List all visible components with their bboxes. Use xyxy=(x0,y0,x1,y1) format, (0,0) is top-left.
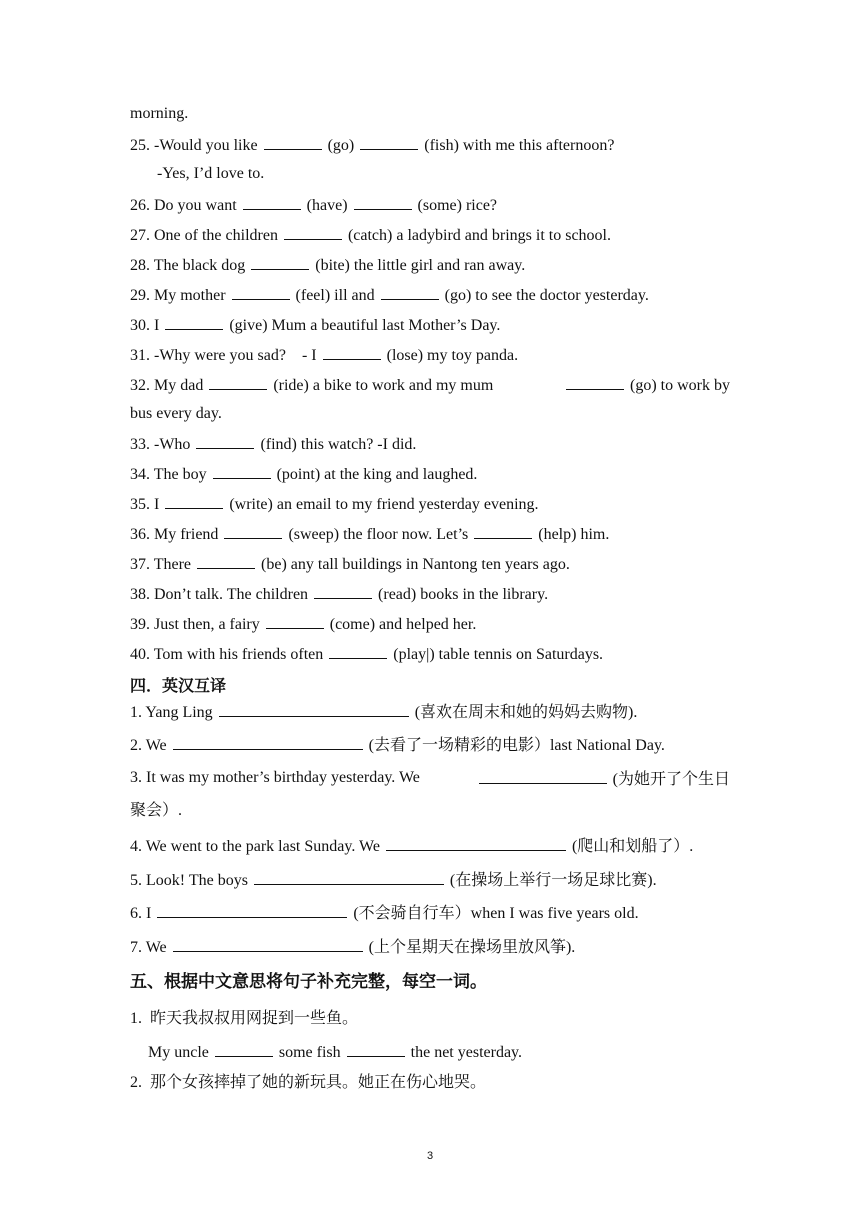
question-27: 27. One of the children (catch) a ladybird and brings it to school. xyxy=(130,224,611,246)
translate-1: 1. Yang Ling (喜欢在周末和她的妈妈去购物). xyxy=(130,701,637,723)
question-36: 36. My friend (sweep) the floor now. Let’s (help) him. xyxy=(130,523,609,545)
answer-blank[interactable] xyxy=(197,553,255,569)
translate-3: 3. It was my mother’s birthday yesterday. We (为她开了个生日 xyxy=(130,769,730,788)
question-38: 38. Don’t talk. The children (read) books in the library. xyxy=(130,583,548,605)
answer-blank[interactable] xyxy=(314,583,372,599)
question-33: 33. -Who (find) this watch? -I did. xyxy=(130,433,416,455)
page-number: 3 xyxy=(426,1150,434,1162)
answer-blank[interactable] xyxy=(323,344,381,360)
question-34: 34. The boy (point) at the king and laughed. xyxy=(130,463,477,485)
answer-blank[interactable] xyxy=(219,701,409,717)
answer-blank[interactable] xyxy=(215,1041,273,1057)
question-32: 32. My dad (ride) a bike to work and my mum (go) to work by xyxy=(130,374,730,396)
answer-blank[interactable] xyxy=(173,936,363,952)
line-morning: morning. xyxy=(130,105,189,122)
answer-blank[interactable] xyxy=(213,463,271,479)
answer-blank[interactable] xyxy=(479,768,607,784)
translate-2: 2. We (去看了一场精彩的电影）last National Day. xyxy=(130,734,665,756)
answer-blank[interactable] xyxy=(251,254,309,270)
answer-blank[interactable] xyxy=(209,374,267,390)
question-32-cont: bus every day. xyxy=(130,405,222,422)
answer-blank[interactable] xyxy=(284,224,342,240)
translate-6: 6. I (不会骑自行车）when I was five years old. xyxy=(130,902,639,924)
answer-blank[interactable] xyxy=(566,374,624,390)
answer-blank[interactable] xyxy=(354,194,412,210)
question-25: 25. -Would you like (go) (fish) with me this afternoon? xyxy=(130,134,614,156)
complete-1: My uncle some fish the net yesterday. xyxy=(148,1041,522,1063)
answer-blank[interactable] xyxy=(474,523,532,539)
answer-blank[interactable] xyxy=(264,134,322,150)
answer-blank[interactable] xyxy=(243,194,301,210)
answer-blank[interactable] xyxy=(386,835,566,851)
question-31: 31. -Why were you sad? - I (lose) my toy panda. xyxy=(130,344,518,366)
translate-5: 5. Look! The boys (在操场上举行一场足球比赛). xyxy=(130,869,657,891)
section-4-heading: 四．英汉互译 xyxy=(130,676,227,695)
translate-4: 4. We went to the park last Sunday. We (爬山和划船了）. xyxy=(130,835,693,857)
translate-7: 7. We (上个星期天在操场里放风筝). xyxy=(130,936,575,958)
question-28: 28. The black dog (bite) the little girl and ran away. xyxy=(130,254,525,276)
section-5-heading: 五、根据中文意思将句子补充完整，每空一词。 xyxy=(130,972,487,992)
question-39: 39. Just then, a fairy (come) and helped her. xyxy=(130,613,476,635)
answer-blank[interactable] xyxy=(329,643,387,659)
question-30: 30. I (give) Mum a beautiful last Mother’s Day. xyxy=(130,314,500,336)
question-40: 40. Tom with his friends often (play|) table tennis on Saturdays. xyxy=(130,643,603,665)
answer-blank[interactable] xyxy=(196,433,254,449)
answer-blank[interactable] xyxy=(224,523,282,539)
answer-blank[interactable] xyxy=(347,1041,405,1057)
answer-blank[interactable] xyxy=(254,869,444,885)
translate-3-cont: 聚会）. xyxy=(130,802,183,819)
answer-blank[interactable] xyxy=(232,284,290,300)
answer-blank[interactable] xyxy=(165,493,223,509)
question-29: 29. My mother (feel) ill and (go) to see the doctor yesterday. xyxy=(130,284,649,306)
question-25-reply: -Yes, I’d love to. xyxy=(157,165,265,182)
answer-blank[interactable] xyxy=(360,134,418,150)
question-26: 26. Do you want (have) (some) rice? xyxy=(130,194,497,216)
answer-blank[interactable] xyxy=(157,902,347,918)
complete-1-prompt: 1. 昨天我叔叔用网捉到一些鱼。 xyxy=(130,1010,359,1027)
answer-blank[interactable] xyxy=(266,613,324,629)
answer-blank[interactable] xyxy=(173,734,363,750)
question-35: 35. I (write) an email to my friend yesterday evening. xyxy=(130,493,539,515)
answer-blank[interactable] xyxy=(165,314,223,330)
answer-blank[interactable] xyxy=(381,284,439,300)
complete-2-prompt: 2. 那个女孩摔掉了她的新玩具。她正在伤心地哭。 xyxy=(130,1074,487,1091)
question-37: 37. There (be) any tall buildings in Nantong ten years ago. xyxy=(130,553,570,575)
